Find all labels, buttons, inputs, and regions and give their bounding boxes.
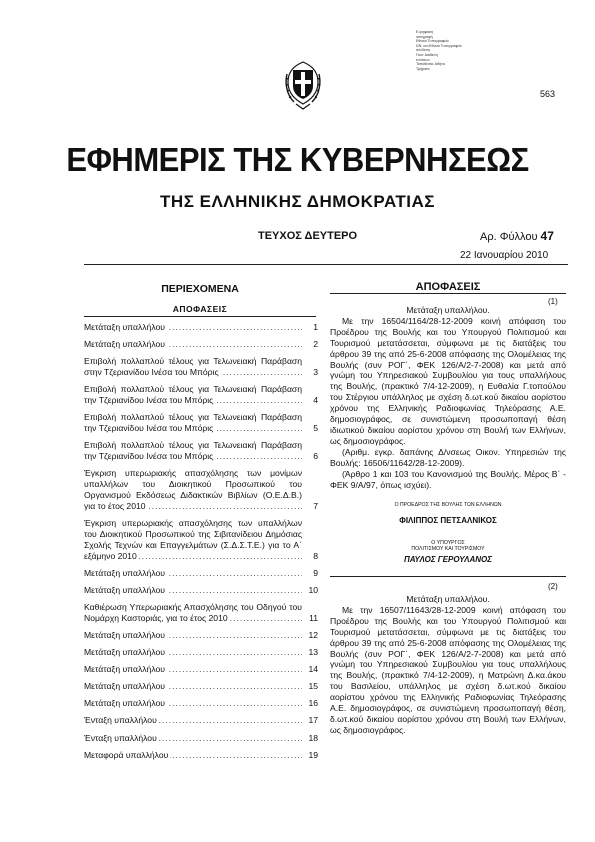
toc-item[interactable]: Επιβολή πολλαπλού τέλους για Τελωνειακή Παράβαση την Τζεριανίδου Ινέσα του Μπόρις ..... 4 (84, 384, 318, 406)
sheet-value: 47 (540, 229, 554, 243)
decision-title: Μετάταξη υπαλλήλου. (406, 305, 490, 315)
decisions-divider (330, 293, 566, 294)
sheet-label: Αρ. Φύλλου (480, 231, 538, 243)
decision-note: (Άρθρο 1 και 103 του Κανονισμού της Βουλής. Μέρος Β΄ - ΦΕΚ 9/Α/97, όπως ισχύει). (330, 468, 566, 490)
toc-page: 1 (313, 322, 318, 332)
stamp-line: DN: cn=Εθνικό Τυπογραφείο (416, 43, 462, 48)
decision-number: (2) (548, 582, 558, 591)
toc-page: 3 (313, 367, 318, 378)
gazette-title: ΕΦΗΜΕΡΙΣ ΤΗΣ ΚΥΒΕΡΝΗΣΕΩΣ (66, 140, 529, 179)
toc-item[interactable]: Μετάταξη υπαλλήλου ..... 16 (84, 698, 318, 709)
toc-page: 2 (313, 339, 318, 350)
toc-item[interactable]: Μετάταξη υπαλλήλου ..... 12 (84, 630, 318, 641)
toc-page: 14 (308, 664, 318, 675)
gazette-subtitle: ΤΗΣ ΕΛΛΗΝΙΚΗΣ ΔΗΜΟΚΡΑΤΙΑΣ (160, 192, 435, 211)
toc-page: 8 (313, 550, 318, 561)
toc-item[interactable]: Μετάταξη υπαλλήλου ..... 1 (84, 322, 318, 333)
header-divider (84, 264, 568, 265)
toc-page: 5 (313, 423, 318, 434)
digital-signature-stamp (416, 30, 490, 71)
issue-date: 22 Ιανουαρίου 2010 (460, 250, 549, 261)
toc-page: 7 (313, 500, 318, 511)
toc-page: 9 (313, 567, 318, 578)
signature-name: ΦΙΛΙΠΠΟΣ ΠΕΤΣΑΛΝΙΚΟΣ (399, 516, 497, 525)
toc-page: 12 (308, 630, 318, 640)
toc-item[interactable]: Καθιέρωση Υπερωριακής Απασχόλησης του Οδηγού του Νομάρχη Καστοριάς, για το έτος 2010 ..... 11 (84, 602, 318, 624)
coat-of-arms-icon (284, 60, 322, 112)
toc-item[interactable]: Μετάταξη υπαλλήλου ..... 13 (84, 647, 318, 658)
signature-name: ΠΑΥΛΟΣ ΓΕΡΟΥΛΑΝΟΣ (404, 555, 492, 564)
toc-page: 18 (308, 732, 318, 743)
toc-item[interactable]: Μετάταξη υπαλλήλου ..... 2 (84, 339, 318, 350)
toc-heading: ΠΕΡΙΕΧΟΜΕΝΑ (161, 283, 239, 295)
toc-item[interactable]: Επιβολή πολλαπλού τέλους για Τελωνειακή Παράβαση την Τζεριανίδου Ινέσα του Μπόρις ..... 5 (84, 412, 318, 434)
toc-page: 16 (308, 698, 318, 709)
decision-body: Με την 16504/1164/28-12-2009 κοινή απόφαση του Προέδρου της Βουλής και του Υπουργού Πολιτισμού και Τουρισμού μετατάσσεται, σύμφωνα με τις διατάξεις του άρθρου 39 της από 25-6-2008 απόφασης της Ολομέλειας της Βουλής (συν ΡΟΓ΄, ΦΕΚ 126/Α/2-7-2008) και μετά από γνώμη του Υπηρεσιακού Συμβουλίου για τους υπαλλήλους της Βουλής, (πρακτικό 7/4-12-2009), η Ευθαλία Γ.τοπούλου του Στέργιου υπάλληλος με σχέση δ.ωτ.κού δικαίου αορίστου χρόνου της Ελληνικής Ραδιοφωνίας Τηλεόρασης Α.Ε. δημοσιογράφος, σε συνιστώμενη προσωποπαγή θέση ιδιωτικού δικαίου αορίστου χρόνου στη Βουλή των Ελλήνων, ως δημοσιογράφος. (330, 315, 566, 446)
stamp-line: Τοποθεσία: Αθήνα (416, 62, 445, 67)
stamp-line: Ποσ: Διάθεση (416, 52, 438, 57)
page-number: 563 (540, 89, 556, 99)
decision-divider (330, 576, 566, 577)
decision-body: Με την 16507/11643/28-12-2009 κοινή απόφαση του Προέδρου της Βουλής και του Υπουργού Πολιτισμού και Τουρισμού μετατάσσεται, σύμφωνα με τις διατάξεις του άρθρου 39 της από 25-6-2008 απόφασης της Ολομέλειας της Βουλής (συν ΡΟΓ΄, ΦΕΚ 126/Α/2-7-2008) και μετά από γνώμη του Υπηρεσιακού Συμβουλίου για τους υπαλλήλους της Βουλής, (πρακτικό 7/4-12-2009), η Ματρώνη Δ.κα.άκου του Βασιλείου, υπάλληλος με σχέση δ.ωτ.κού δικαίου αορίστου χρόνου της Ελληνικής Ραδιοφωνίας Τηλεόρασης Α.Ε. δημοσιογράφος, σε συνιστώμενη προσωποπαγή θέση, δ.ωτ.κού δικαίου αορίστου χρόνου στη Βουλή των Ελλήνων, ως δημοσιογράφος. (330, 604, 566, 735)
toc-item[interactable]: Ένταξη υπαλλήλου ..... 17 (84, 715, 318, 726)
toc-page: 11 (309, 612, 318, 623)
stamp-line: Τμήματα (416, 66, 430, 71)
decisions-heading: ΑΠΟΦΑΣΕΙΣ (415, 281, 481, 293)
toc-item[interactable]: Μετάταξη υπαλλήλου ..... 14 (84, 664, 318, 675)
toc-page: 4 (313, 395, 318, 406)
toc-item[interactable]: Επιβολή πολλαπλού τέλους για Τελωνειακή Παράβαση στην Τζεριανίδου Ινέσα του Μπόρις ..... 3 (84, 356, 318, 378)
toc-page: 10 (308, 584, 318, 595)
toc-page: 17 (308, 715, 318, 726)
toc-page: 13 (308, 647, 318, 658)
issue-label: ΤΕΥΧΟΣ ΔΕΥΤΕΡΟ (258, 230, 358, 242)
stamp-line: Ε.ψηφιακή (416, 30, 433, 34)
toc-item[interactable]: Μετάταξη υπαλλήλου ..... 15 (84, 681, 318, 692)
toc-page: 15 (308, 681, 318, 692)
toc-item[interactable]: Έγκριση υπερωριακής απασχόλησης των υπαλλήλων του Διοικητικού Προσωπικού της Σιβιτανίδειου Δημόσιας Σχολής Τεχνών και Επαγγελμάτων (Σ.Δ.Σ.Τ.Ε.) για το Α΄ εξάμηνο 2010 ..... 8 (84, 518, 318, 562)
decision-2 (330, 594, 566, 736)
decision-title: Μετάταξη υπαλλήλου. (406, 594, 490, 604)
toc-page: 19 (308, 749, 318, 760)
decision-1 (330, 305, 566, 490)
signature-role: Ο ΥΠΟΥΡΓΟΣ ΠΟΛΙΤΙΣΜΟΥ ΚΑΙ ΤΟΥΡΙΣΜΟΥ (411, 540, 485, 552)
sheet-number (480, 229, 554, 243)
toc-item[interactable]: Έγκριση υπερωριακής απασχόλησης των μονίμων υπαλλήλων του Διοικητικού Προσωπικού του Οργανισμού Εκδόσεως Διδακτικών Βιβλίων (Ο.Ε.Δ.Β.) για το έτος 2010 ..... 7 (84, 468, 318, 512)
stamp-line: εντύπων (416, 57, 430, 62)
decision-note: (Αριθμ. εγκρ. δαπάνης Δ/νσεως Οικον. Υπηρεσιών της Βουλής: 16506/11642/28-12-2009). (330, 446, 566, 468)
decision-number: (1) (548, 297, 558, 306)
toc-page: 6 (313, 451, 318, 462)
toc-item[interactable]: Ένταξη υπαλλήλου ..... 18 (84, 733, 318, 744)
toc-item[interactable]: Μετάταξη υπαλλήλου ..... 10 (84, 585, 318, 596)
signature-role: Ο ΠΡΟΕΔΡΟΣ ΤΗΣ ΒΟΥΛΗΣ ΤΩΝ ΕΛΛΗΝΩΝ (394, 502, 502, 508)
toc-subheading: ΑΠΟΦΑΣΕΙΣ (172, 304, 228, 314)
stamp-line: σύνδεση (416, 48, 430, 53)
toc-list (84, 322, 318, 767)
toc-item[interactable]: Μετάταξη υπαλλήλου ..... 9 (84, 568, 318, 579)
toc-item[interactable]: Μεταφορά υπαλλήλου ..... 19 (84, 750, 318, 761)
stamp-line: υπογραφή (416, 34, 433, 39)
toc-item[interactable]: Επιβολή πολλαπλού τέλους για Τελωνειακή Παράβαση την Τζεριανίδου Ινέσα του Μπόρις ..... 6 (84, 440, 318, 462)
toc-divider (84, 316, 316, 317)
stamp-line: Εθνικό Τυπογραφείο (416, 39, 449, 44)
